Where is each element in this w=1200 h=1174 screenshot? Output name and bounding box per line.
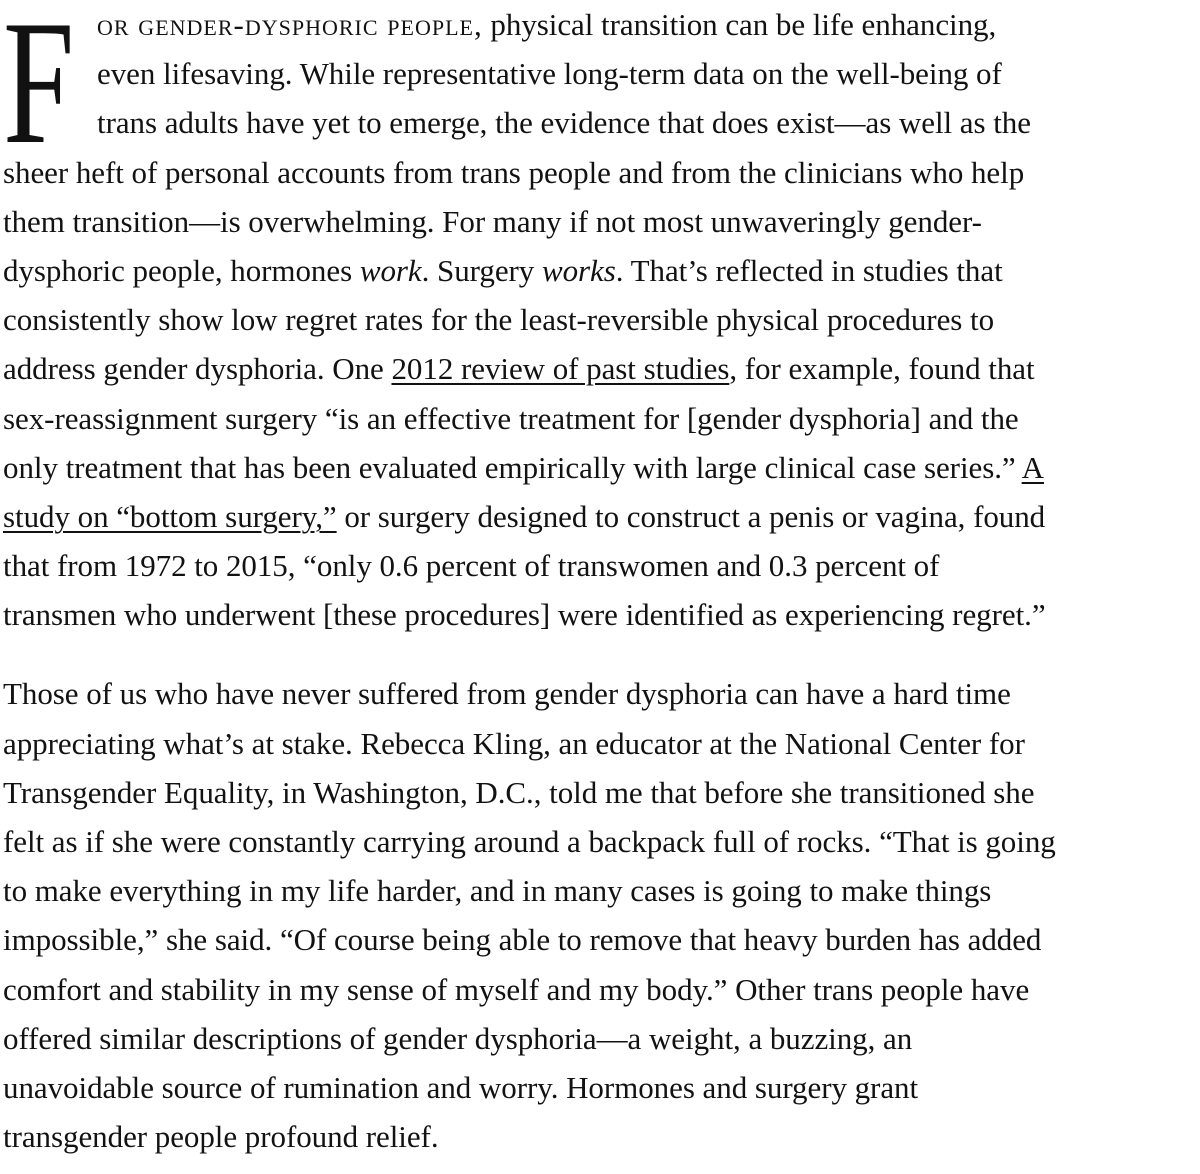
text-line: appreciating what’s at stake. Rebecca Kling, an educator at the National Center for [3,725,1025,761]
text-line: transmen who underwent [these procedures] were identified as experiencing regret.” [3,597,1046,633]
text-line: impossible,” she said. “Of course being able to remove that heavy burden has added [3,922,1042,958]
text-span: dysphoric people, hormones [3,252,360,288]
text-line: consistently show low regret rates for the least-reversible physical procedures to [3,302,995,338]
emphasis-work: work [359,252,422,288]
link-2012-review[interactable]: 2012 review of past studies [391,351,730,387]
drop-cap: F [3,0,75,181]
text-line [3,246,1191,295]
text-line [3,492,1191,541]
text-span: . That’s reflected in studies that [615,252,1003,288]
text-span: only treatment that has been evaluated empirically with large clinical case series.” [3,449,1022,485]
text-line: that from 1972 to 2015, “only 0.6 percent of transwomen and 0.3 percent of [3,548,940,584]
text-line [3,443,1191,492]
text-line: even lifesaving. While representative long-term data on the well-being of [97,56,1002,92]
text-line: unavoidable source of rumination and worry. Hormones and surgery grant [3,1069,919,1105]
text-line: offered similar descriptions of gender dysphoria—a weight, a buzzing, an [3,1020,913,1056]
text-line: trans adults have yet to emerge, the evidence that does exist—as well as the [97,105,1031,141]
lead-in-small-caps: or gender-dysphoric people, [97,7,483,42]
emphasis-works: works [541,252,616,288]
text-span: address gender dysphoria. One [3,351,392,387]
paragraph-2 [3,669,1191,1161]
text-span: physical transition can be life enhancing, [482,7,997,42]
text-span: or surgery designed to construct a penis or vagina, found [336,498,1046,534]
text-line [3,0,1191,49]
text-line: sheer heft of personal accounts from trans people and from the clinicians who help [3,154,1025,190]
text-line: them transition—is overwhelming. For many if not most unwaveringly gender- [3,203,982,239]
text-line: felt as if she were constantly carrying around a backpack full of rocks. “That is going [3,824,1056,859]
link-bottom-surgery-study-start[interactable]: A [1021,449,1044,485]
text-line: Transgender Equality, in Washington, D.C., told me that before she transitioned she [3,774,1035,810]
text-line [3,344,1191,393]
text-line: sex-reassignment surgery “is an effective treatment for [gender dysphoria] and the [3,400,1019,436]
text-line: to make everything in my life harder, and in many cases is going to make things [3,873,992,909]
link-bottom-surgery-study[interactable]: study on “bottom surgery,” [3,498,337,534]
text-span: . Surgery [421,252,542,288]
paragraph-1 [3,0,1191,639]
text-line: comfort and stability in my sense of myself and my body.” Other trans people have [3,971,1030,1007]
text-line: transgender people profound relief. [3,1119,439,1155]
text-line: Those of us who have never suffered from gender dysphoria can have a hard time [3,676,1011,712]
text-span: , for example, found that [729,351,1035,387]
